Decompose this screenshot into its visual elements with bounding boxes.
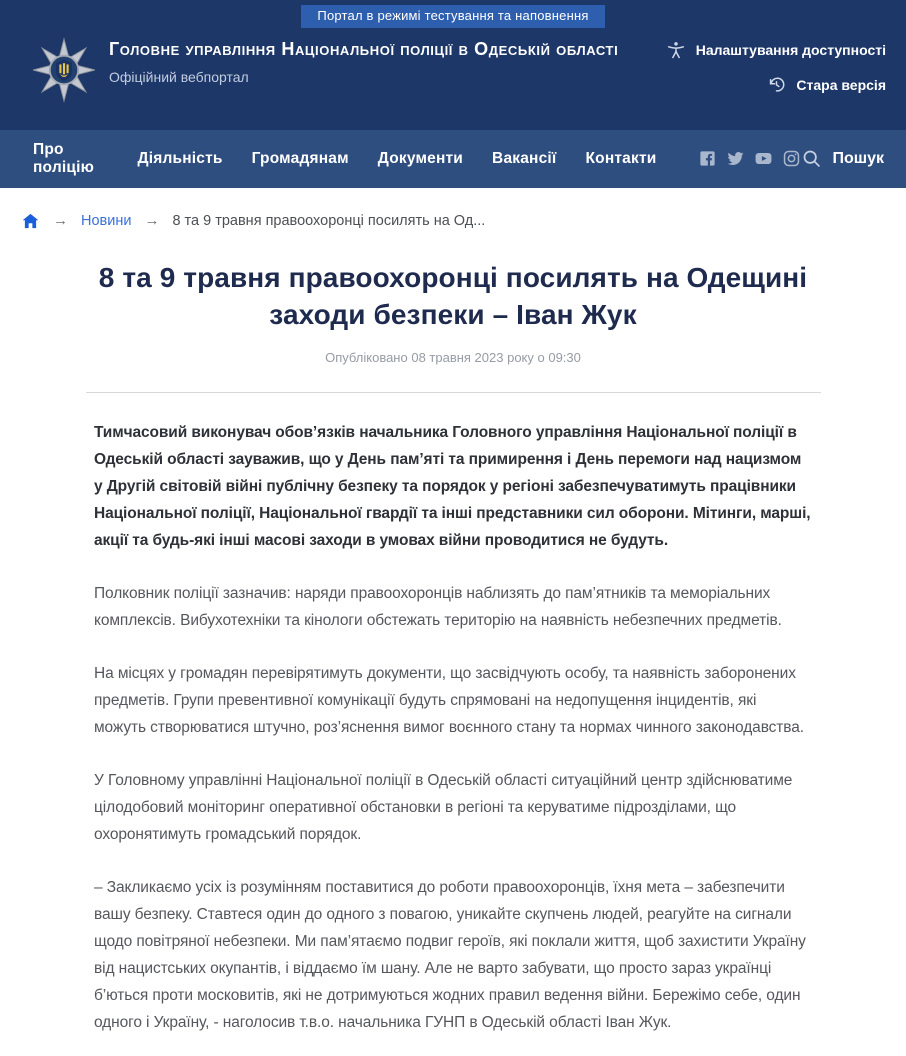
header-main [0,28,906,108]
site-header [0,0,906,130]
breadcrumb-home-link[interactable] [21,212,40,230]
main-nav [0,130,906,188]
site-title: Головне управління Національної поліції в Одеській області [109,38,619,59]
accessibility-icon [666,40,686,60]
accessibility-label: Налаштування доступності [695,41,886,58]
test-banner-row [0,0,906,28]
nav-link-vacancies[interactable]: Вакансії [492,149,557,167]
search-button[interactable] [801,148,884,169]
title-block [109,35,666,85]
instagram-icon[interactable] [782,149,801,168]
nav-item-contacts[interactable] [586,150,657,168]
police-badge-logo[interactable] [33,37,95,108]
article-paragraph: На місцях у громадян перевірятимуть документи, що засвідчують особу, та наявність заборонених предметів. Групи превентивної комунікації будуть спрямовані на недопущення інцидентів, які можуть створюватися штучно, роз’яснення вимог воєнного стану та нормах чинного законодавства. [94,664,804,736]
site-subtitle: Офіційний вебпортал [109,68,249,85]
header-links [666,35,886,95]
article-body [94,419,812,1056]
nav-item-about-police[interactable] [33,141,108,177]
history-icon [766,75,786,95]
nav-link-documents[interactable]: Документи [377,149,464,167]
nav-item-documents[interactable] [378,150,463,168]
page-title: 8 та 9 травня правоохоронці посилять на Одещині заходи безпеки – Іван Жук [98,261,808,330]
accessibility-settings-link[interactable] [666,40,886,60]
breadcrumb-arrow-icon: → [144,212,160,230]
social-links [698,149,801,168]
article-header [83,260,823,365]
youtube-icon[interactable] [754,149,773,168]
old-version-label: Стара версія [796,76,886,93]
nav-link-citizens[interactable]: Громадянам [251,149,349,167]
nav-item-vacancies[interactable] [492,150,556,168]
facebook-icon[interactable] [698,149,717,168]
breadcrumb-arrow-icon: → [53,212,68,230]
nav-list [33,141,656,177]
nav-link-about-police[interactable]: Про поліцію [33,140,95,176]
police-star-icon [33,37,95,103]
divider [86,392,821,393]
publish-date: Опубліковано 08 травня 2023 року о 09:30 [325,349,581,365]
nav-item-citizens[interactable] [252,150,349,168]
article-lead-paragraph: Тимчасовий виконувач обов’язків начальника Головного управління Національної поліції в Одеській області зауважив, що у День пам’яті та примирення і День перемоги над нацизмом у Другій світовій війні публічну безпеку та порядок у регіоні забезпечуватимуть працівники Національної поліції, Національної гвардії та інші представники сил оборони. Мітинги, марші, акції та будь-які інші масові заходи в умовах війни проводитися не будуть. [94,423,811,549]
article-paragraph: – Закликаємо усіх із розумінням поставитися до роботи правоохоронців, їхня мета – забезпечити вашу безпеку. Ставтеся один до одного з повагою, уникайте скупчень людей, реагуйте на сигнали щодо повітряної небезпеки. Ми пам’ятаємо подвиг героїв, які поклали життя, щоб захистити Україну від нацистських окупантів, і віддаємо їм шану. Але не варто забувати, що просто зараз українці б’ються проти московитів, які не дотримуються жодних правил ведення війни. Бережімо себе, один одного і Україну, - наголосив т.в.о. начальника ГУНП в Одеській області Іван Жук. [94,878,806,1031]
home-icon [21,212,40,230]
breadcrumb [0,188,906,230]
search-icon [801,148,822,169]
old-version-link[interactable] [766,75,886,95]
breadcrumb-link-news[interactable]: Новини [81,212,132,229]
main-content [0,188,906,1056]
twitter-icon[interactable] [726,149,745,168]
nav-link-activity[interactable]: Діяльність [137,149,223,167]
search-label: Пошук [832,149,884,167]
nav-item-activity[interactable] [137,150,222,168]
test-mode-banner: Портал в режимі тестування та наповнення [301,5,604,28]
breadcrumb-current-page: 8 та 9 травня правоохоронці посилять на Од... [172,212,486,229]
article-paragraph: У Головному управлінні Національної поліції в Одеській області ситуаційний центр здійснюватиме цілодобовий моніторинг оперативної обстановки в регіоні та керуватиме підрозділами, що охоронятимуть громадський порядок. [94,771,793,843]
article-paragraph: Полковник поліції зазначив: наряди правоохоронців наблизять до пам’ятників та меморіальних комплексів. Вибухотехніки та кінологи обстежать територію на наявність небезпечних предметів. [94,584,782,629]
nav-link-contacts[interactable]: Контакти [585,149,657,167]
